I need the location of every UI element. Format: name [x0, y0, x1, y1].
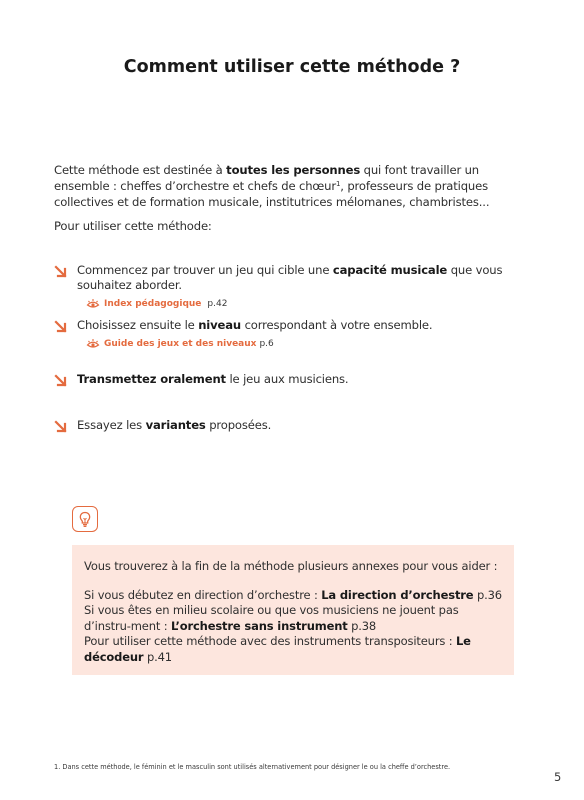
footnote: 1. Dans cette méthode, le féminin et le masculin sont utilisés alternativement pour désigner le ou la cheffe d’orchestre. — [54, 763, 451, 771]
reference-link[interactable] — [86, 338, 534, 349]
intro-paragraph — [54, 162, 524, 210]
tip-line: Si vous êtes en milieu scolaire ou que vos musiciens ne jouent pas d’instru-ment : L’orchestre sans instrument p.38 — [84, 603, 459, 633]
step-item — [54, 263, 534, 309]
page-number: 5 — [554, 770, 562, 784]
reference-link[interactable] — [86, 298, 534, 309]
reference-page: p.42 — [207, 298, 228, 309]
tip-line: Si vous débutez en direction d’orchestre : La direction d’orchestre p.36 — [84, 587, 502, 602]
tip-box — [72, 545, 514, 675]
step-text: Essayez les variantes proposées. — [77, 418, 272, 432]
intro-text: Cette méthode est destinée à — [54, 163, 227, 177]
page-title: Comment utiliser cette méthode ? — [123, 57, 461, 77]
step-emphasis: capacité musicale — [332, 263, 448, 277]
step-item — [54, 318, 534, 349]
intro-text: qui font travailler un ensemble : cheffes d’orchestre et chefs de chœur — [54, 163, 480, 193]
footnote-marker: 1 — [335, 180, 341, 188]
step-emphasis: Transmettez oralement — [77, 372, 226, 386]
arrow-down-right-icon — [54, 420, 68, 434]
reference-page: p.6 — [259, 338, 274, 349]
intro-emphasis: toutes les personnes — [226, 163, 361, 177]
instructions-lead: Pour utiliser cette méthode: — [54, 219, 212, 233]
intro-text: , professeurs de pratiques collectives et de formation musicale, institutrices mélomanes, chambristes... — [54, 179, 490, 209]
step-text: Commencez par trouver un jeu qui cible une capacité musicale que vous souhaitez aborder. — [77, 263, 503, 292]
reference-label: Guide des jeux et des niveaux — [104, 338, 257, 349]
step-text: Transmettez oralement le jeu aux musiciens. — [77, 372, 349, 386]
tip-intro: Vous trouverez à la fin de la méthode plusieurs annexes pour vous aider : — [84, 559, 498, 573]
step-emphasis: niveau — [198, 318, 242, 332]
annex-link[interactable]: Le décodeur — [84, 634, 471, 664]
step-text: Choisissez ensuite le niveau correspondant à votre ensemble. — [77, 318, 433, 332]
step-emphasis: variantes — [145, 418, 206, 432]
reference-label: Index pédagogique — [104, 298, 202, 309]
annex-link[interactable]: La direction d’orchestre — [321, 587, 474, 602]
arrow-down-right-icon — [54, 265, 68, 279]
annex-link[interactable]: L’orchestre sans instrument — [170, 618, 348, 633]
reference-eye-icon — [86, 338, 100, 349]
step-item — [54, 418, 534, 433]
arrow-down-right-icon — [54, 320, 68, 334]
lightbulb-icon — [72, 506, 98, 532]
step-item — [54, 372, 534, 387]
arrow-down-right-icon — [54, 374, 68, 388]
reference-eye-icon — [86, 298, 100, 309]
tip-line: Pour utiliser cette méthode avec des instruments transpositeurs : Le décodeur p.41 — [84, 634, 471, 664]
